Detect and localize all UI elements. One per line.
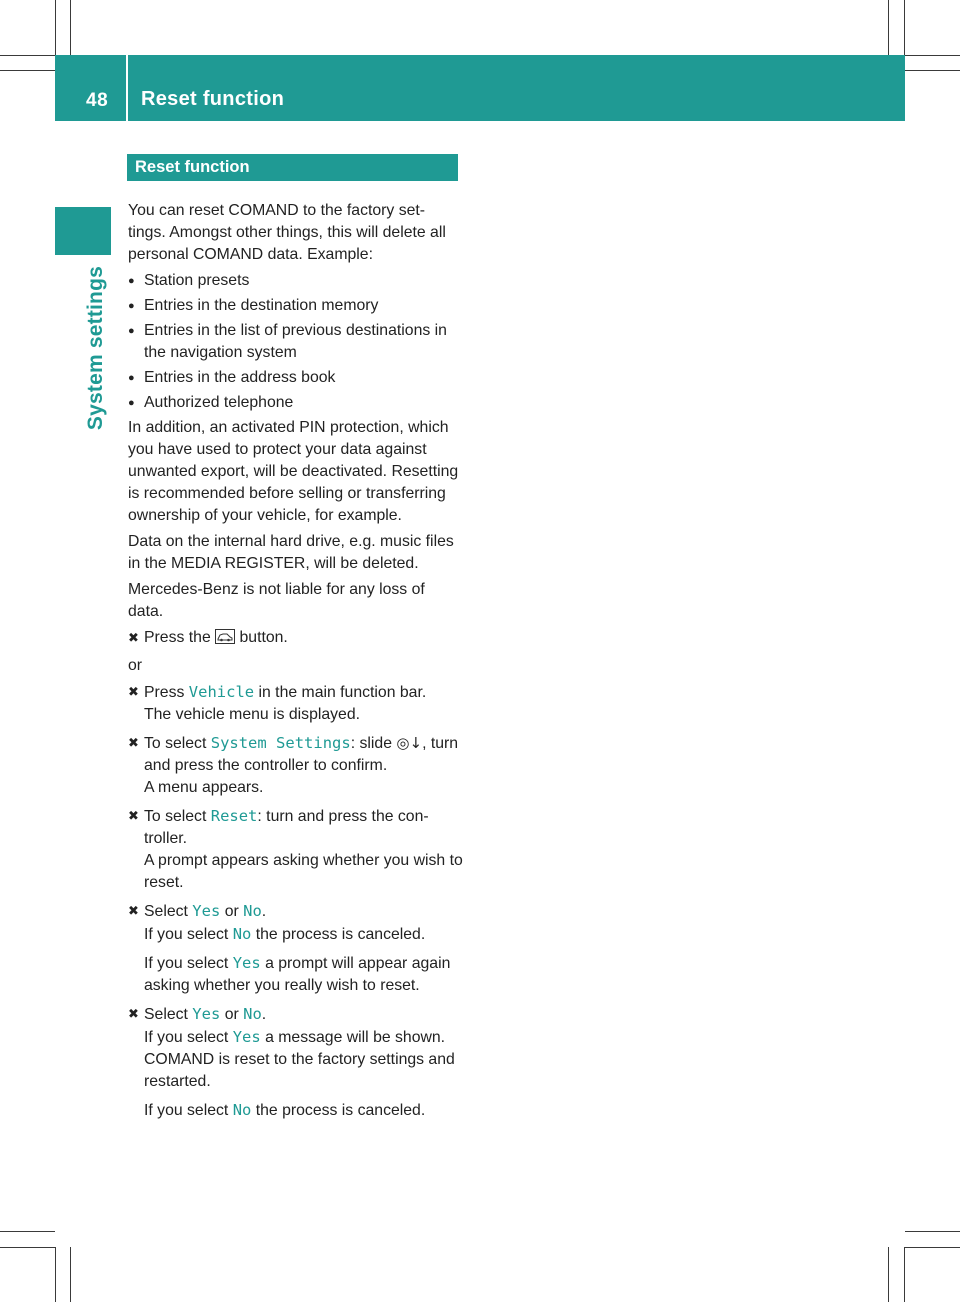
step-arrow-icon: ✖ [128,808,139,823]
list-item: ● Entries in the address book [128,369,336,386]
crop-mark [905,1247,960,1248]
list-item: ● Station presets [128,272,250,289]
step-arrow-icon: ✖ [128,630,139,645]
step-result: A menu appears. [144,779,264,796]
crop-mark [905,70,960,71]
header-divider [126,55,128,121]
crop-mark [70,1247,71,1302]
crop-mark [55,1247,56,1302]
crop-mark [905,55,960,56]
step-result: The vehicle menu is displayed. [144,706,361,723]
crop-mark [904,1247,905,1302]
section-title: Reset function [135,158,250,176]
step-select-yes-no-first: ✖ Select Yes or No. If you select No the process is canceled. [128,902,426,943]
chapter-tab-label: System settings [84,266,107,431]
list-item: ● Entries in the list of previous destinations in the navigation system [128,322,447,361]
menu-item-system-settings: System Settings [210,734,351,752]
option-yes: Yes [232,954,261,972]
step-result: If you select Yes a prompt will appear again asking whether you really wish to reset. [144,954,451,994]
option-yes: Yes [232,1028,261,1046]
step-select-yes-no-second: ✖ Select Yes or No. If you select Yes a message will be shown. COMAND is reset to the factory settings and restarted. [128,1005,455,1090]
main-content [128,200,463,1126]
pin-paragraph: In addition, an activated PIN protection, which you have used to protect your data against unwanted export, will be deactivated. Resetting is recommended before selling or transferring ownership of your vehicle, for example. [128,419,459,524]
crop-mark [888,0,889,55]
step-select-system-settings: ✖ To select System Settings: slide ◎↓, turn and press the controller to confirm. A menu appears. [128,734,459,796]
step-press-vehicle: ✖ Press Vehicle in the main function bar. The vehicle menu is displayed. [128,683,427,723]
menu-item-vehicle: Vehicle [188,683,255,701]
hdd-paragraph: Data on the internal hard drive, e.g. music files in the MEDIA REGISTER, will be deleted. [128,533,454,572]
crop-mark [0,55,55,56]
intro-paragraph: You can reset COMAND to the factory set- tings. Amongst other things, this will delete all personal COMAND data. Example: [128,202,446,263]
crop-mark [70,0,71,55]
example-list [128,270,463,414]
step-arrow-icon: ✖ [128,684,139,699]
option-no: No [232,1101,252,1119]
option-no: No [243,902,262,920]
option-yes: Yes [192,1005,221,1023]
crop-mark [905,1231,960,1232]
crop-mark [55,0,56,55]
liability-paragraph: Mercedes-Benz is not liable for any loss of data. [128,581,425,620]
step-arrow-icon: ✖ [128,735,139,750]
crop-mark [0,1247,55,1248]
crop-mark [888,1247,889,1302]
option-no: No [232,925,252,943]
option-yes: Yes [192,902,221,920]
crop-mark [0,70,55,71]
crop-mark [0,1231,55,1232]
vehicle-button-icon [215,629,235,644]
step-press-vehicle-button: ✖ Press the button. [128,627,463,649]
step-result: A prompt appears asking whether you wish to reset. [144,852,463,891]
crop-mark [904,0,905,55]
menu-item-reset: Reset [210,807,258,825]
step-select-reset: ✖ To select Reset: turn and press the con- troller. A prompt appears asking whether you wish to reset. [128,807,463,891]
step-arrow-icon: ✖ [128,1006,139,1021]
or-text: or [128,657,143,674]
option-no: No [243,1005,262,1023]
controller-slide-down-icon: ◎↓ [396,734,423,752]
page-number: 48 [86,90,109,111]
step-result: If you select No the process is canceled. [144,1101,426,1119]
step-arrow-icon: ✖ [128,903,139,918]
header-title: Reset function [141,88,285,110]
chapter-tab-block [55,207,111,255]
list-item: ● Authorized telephone [128,394,294,411]
list-item: ● Entries in the destination memory [128,297,379,314]
